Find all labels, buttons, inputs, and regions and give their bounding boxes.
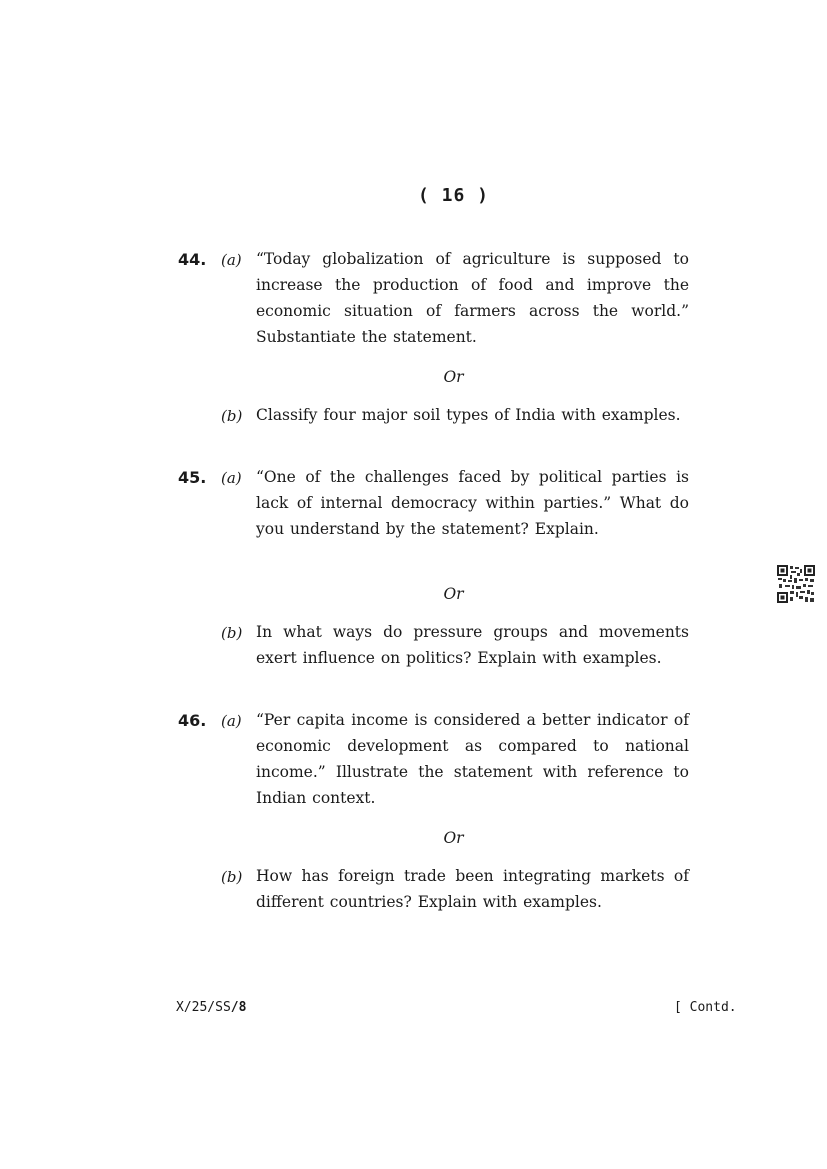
paper-code-suffix: /8 <box>230 1000 247 1015</box>
question-45-number: 45. <box>178 468 207 487</box>
qr-code-icon <box>777 565 815 603</box>
question-44-part-a-text: “Today globalization of agriculture is supposed to increase the production of food and improve the economic situation of farmers across the world.” Substantiate the statement. <box>256 250 689 346</box>
question-46-number: 46. <box>178 711 207 730</box>
question-44-or: Or <box>443 368 464 386</box>
question-45-part-b-text: In what ways do pressure groups and movements exert influence on politics? Explain with examples. <box>256 623 689 667</box>
question-46-part-a-label: (a) <box>221 712 242 730</box>
paper-code-prefix: X/25/SS <box>176 1000 231 1015</box>
question-44-number: 44. <box>178 250 207 269</box>
page-number: ( 16 ) <box>417 185 490 206</box>
question-44-part-b-text: Classify four major soil types of India with examples. <box>256 406 681 424</box>
question-46-part-a-text: “Per capita income is considered a better indicator of economic development as compared to national income.” Illustrate the statement with reference to Indian context. <box>256 711 689 807</box>
question-44-part-b-label: (b) <box>221 407 243 425</box>
question-46-or: Or <box>443 829 464 847</box>
question-45-or: Or <box>443 585 464 603</box>
question-46-part-b-label: (b) <box>221 868 243 886</box>
question-45-part-a-label: (a) <box>221 469 242 487</box>
paper-code <box>176 1000 246 1015</box>
question-46-part-b-text: How has foreign trade been integrating markets of different countries? Explain with examples. <box>256 867 689 911</box>
question-45-part-a-text: “One of the challenges faced by political parties is lack of internal democracy within parties.” What do you understand by the statement? Explain. <box>256 468 689 538</box>
continued-label: [ Contd. <box>674 1000 737 1015</box>
question-45-part-b-label: (b) <box>221 624 243 642</box>
question-44-part-a-label: (a) <box>221 251 242 269</box>
